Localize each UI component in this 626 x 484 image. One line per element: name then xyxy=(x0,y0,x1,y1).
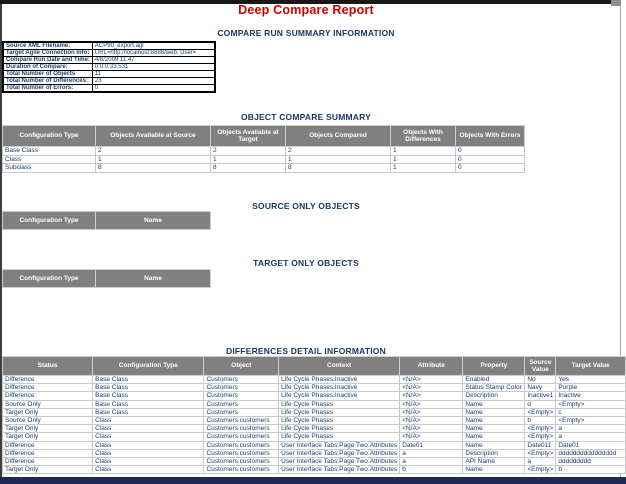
cell: Life Cycle Phases.Inactive xyxy=(279,392,400,400)
table-header-row xyxy=(3,212,211,230)
cell: Base Class xyxy=(3,147,96,156)
column-header: Attribute xyxy=(400,357,463,376)
table-header-row xyxy=(3,270,211,288)
cell: Class xyxy=(93,458,204,466)
cell: b xyxy=(556,466,626,474)
info-label: Target Agile Connection Info: xyxy=(3,50,92,57)
cell: User Interface Tabs.Page Two.Attributes xyxy=(279,458,400,466)
cell: 2 xyxy=(211,147,286,156)
cell: Life Cycle Phases xyxy=(279,408,400,416)
table-row xyxy=(3,57,215,64)
table-row xyxy=(3,71,215,78)
cell: Difference xyxy=(3,441,93,449)
cell: <Empty> xyxy=(556,417,626,425)
cell: c xyxy=(556,408,626,416)
cell: Target Only xyxy=(3,466,93,474)
section-heading-compare-run-summary: COMPARE RUN SUMMARY INFORMATION xyxy=(217,28,395,38)
cell: Name xyxy=(463,466,525,474)
cell: <Empty> xyxy=(525,449,556,457)
cell: Yes xyxy=(556,376,626,384)
cell: Life Cycle Phases xyxy=(279,417,400,425)
column-header: Objects With Errors xyxy=(456,126,525,147)
summary-info-table xyxy=(2,41,216,93)
cell: <Empty> xyxy=(525,408,556,416)
cell: Difference xyxy=(3,392,93,400)
info-label: Total Number of Objects xyxy=(3,71,92,78)
cell: Target Only xyxy=(3,433,93,441)
section-heading-source-only: SOURCE ONLY OBJECTS xyxy=(252,201,360,211)
cell: Difference xyxy=(3,384,93,392)
cell: Target Only xyxy=(3,425,93,433)
page-title: Deep Compare Report xyxy=(238,3,374,17)
cell: Inactive1 xyxy=(525,392,556,400)
info-value: ACP90_export.agl xyxy=(92,42,215,50)
cell: Source Only xyxy=(3,417,93,425)
cell: Difference xyxy=(3,376,93,384)
column-header: Object xyxy=(204,357,279,376)
cell: 8 xyxy=(211,164,286,173)
table-row xyxy=(3,155,525,164)
window-bottom-bar xyxy=(0,477,626,484)
column-header: Objects Available at Source xyxy=(96,126,211,147)
table-row xyxy=(3,50,215,57)
cell: ddddddddd xyxy=(556,458,626,466)
cell: Customers.customers xyxy=(204,425,279,433)
cell: Navy xyxy=(525,384,556,392)
column-header: Name xyxy=(96,212,211,230)
table-row xyxy=(3,147,525,156)
cell: Life Cycle Phases.Inactive xyxy=(279,384,400,392)
cell: No xyxy=(525,376,556,384)
table-header-row xyxy=(3,126,525,147)
table-row xyxy=(3,458,626,466)
cell: Customers.customers xyxy=(204,441,279,449)
cell: <Empty> xyxy=(556,400,626,408)
cell: Class xyxy=(93,417,204,425)
cell: 1 xyxy=(286,155,391,164)
cell: Life Cycle Phases xyxy=(279,400,400,408)
info-value: 4/8/2009 11:47 xyxy=(92,57,215,64)
cell: Name xyxy=(463,400,525,408)
cell: Class xyxy=(93,466,204,474)
cell: API Name xyxy=(463,458,525,466)
cell: 8 xyxy=(96,164,211,173)
cell: Difference xyxy=(3,458,93,466)
cell: Class xyxy=(93,433,204,441)
table-row xyxy=(3,64,215,71)
target-only-objects-table xyxy=(2,269,211,288)
cell: Base Class xyxy=(93,384,204,392)
table-header-row xyxy=(3,357,626,376)
cell: 0 xyxy=(456,155,525,164)
table-row xyxy=(3,400,626,408)
cell: Name xyxy=(463,417,525,425)
cell: <Empty> xyxy=(525,433,556,441)
cell: Customers xyxy=(204,376,279,384)
differences-detail-table xyxy=(2,356,626,474)
cell: <N/A> xyxy=(400,400,463,408)
column-header: Property xyxy=(463,357,525,376)
cell: a xyxy=(556,433,626,441)
table-row xyxy=(3,78,215,85)
cell: 1 xyxy=(96,155,211,164)
cell: Date01 xyxy=(400,441,463,449)
cell: Life Cycle Phases xyxy=(279,433,400,441)
cell: a xyxy=(556,425,626,433)
cell: 2 xyxy=(96,147,211,156)
table-row xyxy=(3,433,626,441)
info-value: 11 xyxy=(92,71,215,78)
table-row xyxy=(3,384,626,392)
cell: b xyxy=(525,417,556,425)
cell: Source Only xyxy=(3,400,93,408)
cell: a xyxy=(400,458,463,466)
cell: b xyxy=(400,466,463,474)
cell: Customers.customers xyxy=(204,449,279,457)
table-row xyxy=(3,408,626,416)
cell: 1 xyxy=(391,147,456,156)
cell: Customers.customers xyxy=(204,417,279,425)
cell: Life Cycle Phases.Inactive xyxy=(279,376,400,384)
cell: Description xyxy=(463,449,525,457)
section-heading-differences-detail: DIFFERENCES DETAIL INFORMATION xyxy=(226,346,386,356)
cell: a xyxy=(525,458,556,466)
column-header: Configuration Type xyxy=(3,212,96,230)
cell: a xyxy=(400,449,463,457)
table-row xyxy=(3,376,626,384)
cell: <N/A> xyxy=(400,425,463,433)
cell: <N/A> xyxy=(400,384,463,392)
info-value: 23 xyxy=(92,78,215,85)
cell: Name xyxy=(463,408,525,416)
info-label: Source XML Filename: xyxy=(3,42,92,50)
table-row xyxy=(3,85,215,93)
info-value: 0:0:0:33.531 xyxy=(92,64,215,71)
cell: Class xyxy=(93,441,204,449)
cell: 0 xyxy=(456,147,525,156)
column-header: Name xyxy=(96,270,211,288)
cell: Customers.customers xyxy=(204,466,279,474)
cell: Date01 xyxy=(556,441,626,449)
info-label: Compare Run Date and Time: xyxy=(3,57,92,64)
column-header: Context xyxy=(279,357,400,376)
table-row xyxy=(3,466,626,474)
info-value: URL=http://localhost:8888/web; User= xyxy=(92,50,215,57)
table-row xyxy=(3,42,215,50)
cell: 2 xyxy=(286,147,391,156)
table-row xyxy=(3,392,626,400)
cell: Customers xyxy=(204,400,279,408)
cell: Customers.customers xyxy=(204,433,279,441)
cell: Name xyxy=(463,441,525,449)
cell: Customers xyxy=(204,408,279,416)
column-header: Configuration Type xyxy=(93,357,204,376)
cell: <Empty> xyxy=(525,425,556,433)
section-heading-object-compare-summary: OBJECT COMPARE SUMMARY xyxy=(240,112,372,122)
cell: Customers.customers xyxy=(204,458,279,466)
cell: User Interface Tabs.Page Two.Attributes xyxy=(279,449,400,457)
info-value: 0 xyxy=(92,85,215,93)
cell: Base Class xyxy=(93,376,204,384)
cell: <N/A> xyxy=(400,417,463,425)
table-row xyxy=(3,417,626,425)
table-row xyxy=(3,425,626,433)
cell: Difference xyxy=(3,449,93,457)
cell: Name xyxy=(463,433,525,441)
object-compare-summary-table xyxy=(2,125,525,173)
column-header: Source Value xyxy=(525,357,556,376)
column-header: Status xyxy=(3,357,93,376)
cell: Customers xyxy=(204,384,279,392)
cell: Subclass xyxy=(3,164,96,173)
info-label: Duration of Compare: xyxy=(3,64,92,71)
cell: Name xyxy=(463,425,525,433)
cell: <N/A> xyxy=(400,408,463,416)
cell: Purple xyxy=(556,384,626,392)
cell: Status Stamp Color xyxy=(463,384,525,392)
section-heading-target-only: TARGET ONLY OBJECTS xyxy=(253,258,359,268)
cell: <N/A> xyxy=(400,376,463,384)
cell: d xyxy=(525,400,556,408)
column-header: Objects Compared xyxy=(286,126,391,147)
cell: Class xyxy=(93,425,204,433)
source-only-objects-table xyxy=(2,211,211,230)
column-header: Configuration Type xyxy=(3,270,96,288)
cell: 0 xyxy=(456,164,525,173)
cell: <Empty> xyxy=(525,466,556,474)
cell: 1 xyxy=(391,164,456,173)
cell: 8 xyxy=(286,164,391,173)
info-label: Total Number of Errors: xyxy=(3,85,92,93)
cell: 1 xyxy=(391,155,456,164)
column-header: Objects Available at Target xyxy=(211,126,286,147)
cell: User Interface Tabs.Page Two.Attributes xyxy=(279,441,400,449)
cell: Life Cycle Phases xyxy=(279,425,400,433)
table-row xyxy=(3,441,626,449)
info-label: Total Number of Differences: xyxy=(3,78,92,85)
table-row xyxy=(3,164,525,173)
column-header: Target Value xyxy=(556,357,626,376)
cell: User Interface Tabs.Page Two.Attributes xyxy=(279,466,400,474)
column-header: Objects With Differences xyxy=(391,126,456,147)
cell: <N/A> xyxy=(400,433,463,441)
cell: 1 xyxy=(211,155,286,164)
column-header: Configuration Type xyxy=(3,126,96,147)
cell: Date011 xyxy=(525,441,556,449)
cell: Base Class xyxy=(93,400,204,408)
cell: Inactive xyxy=(556,392,626,400)
cell: Customers xyxy=(204,392,279,400)
cell: Description xyxy=(463,392,525,400)
cell: Class xyxy=(3,155,96,164)
cell: Base Class xyxy=(93,408,204,416)
table-row xyxy=(3,449,626,457)
cell: Enabled xyxy=(463,376,525,384)
cell: Class xyxy=(93,449,204,457)
cell: dddddddddddddddd xyxy=(556,449,626,457)
cell: <N/A> xyxy=(400,392,463,400)
cell: Target Only xyxy=(3,408,93,416)
cell: Base Class xyxy=(93,392,204,400)
